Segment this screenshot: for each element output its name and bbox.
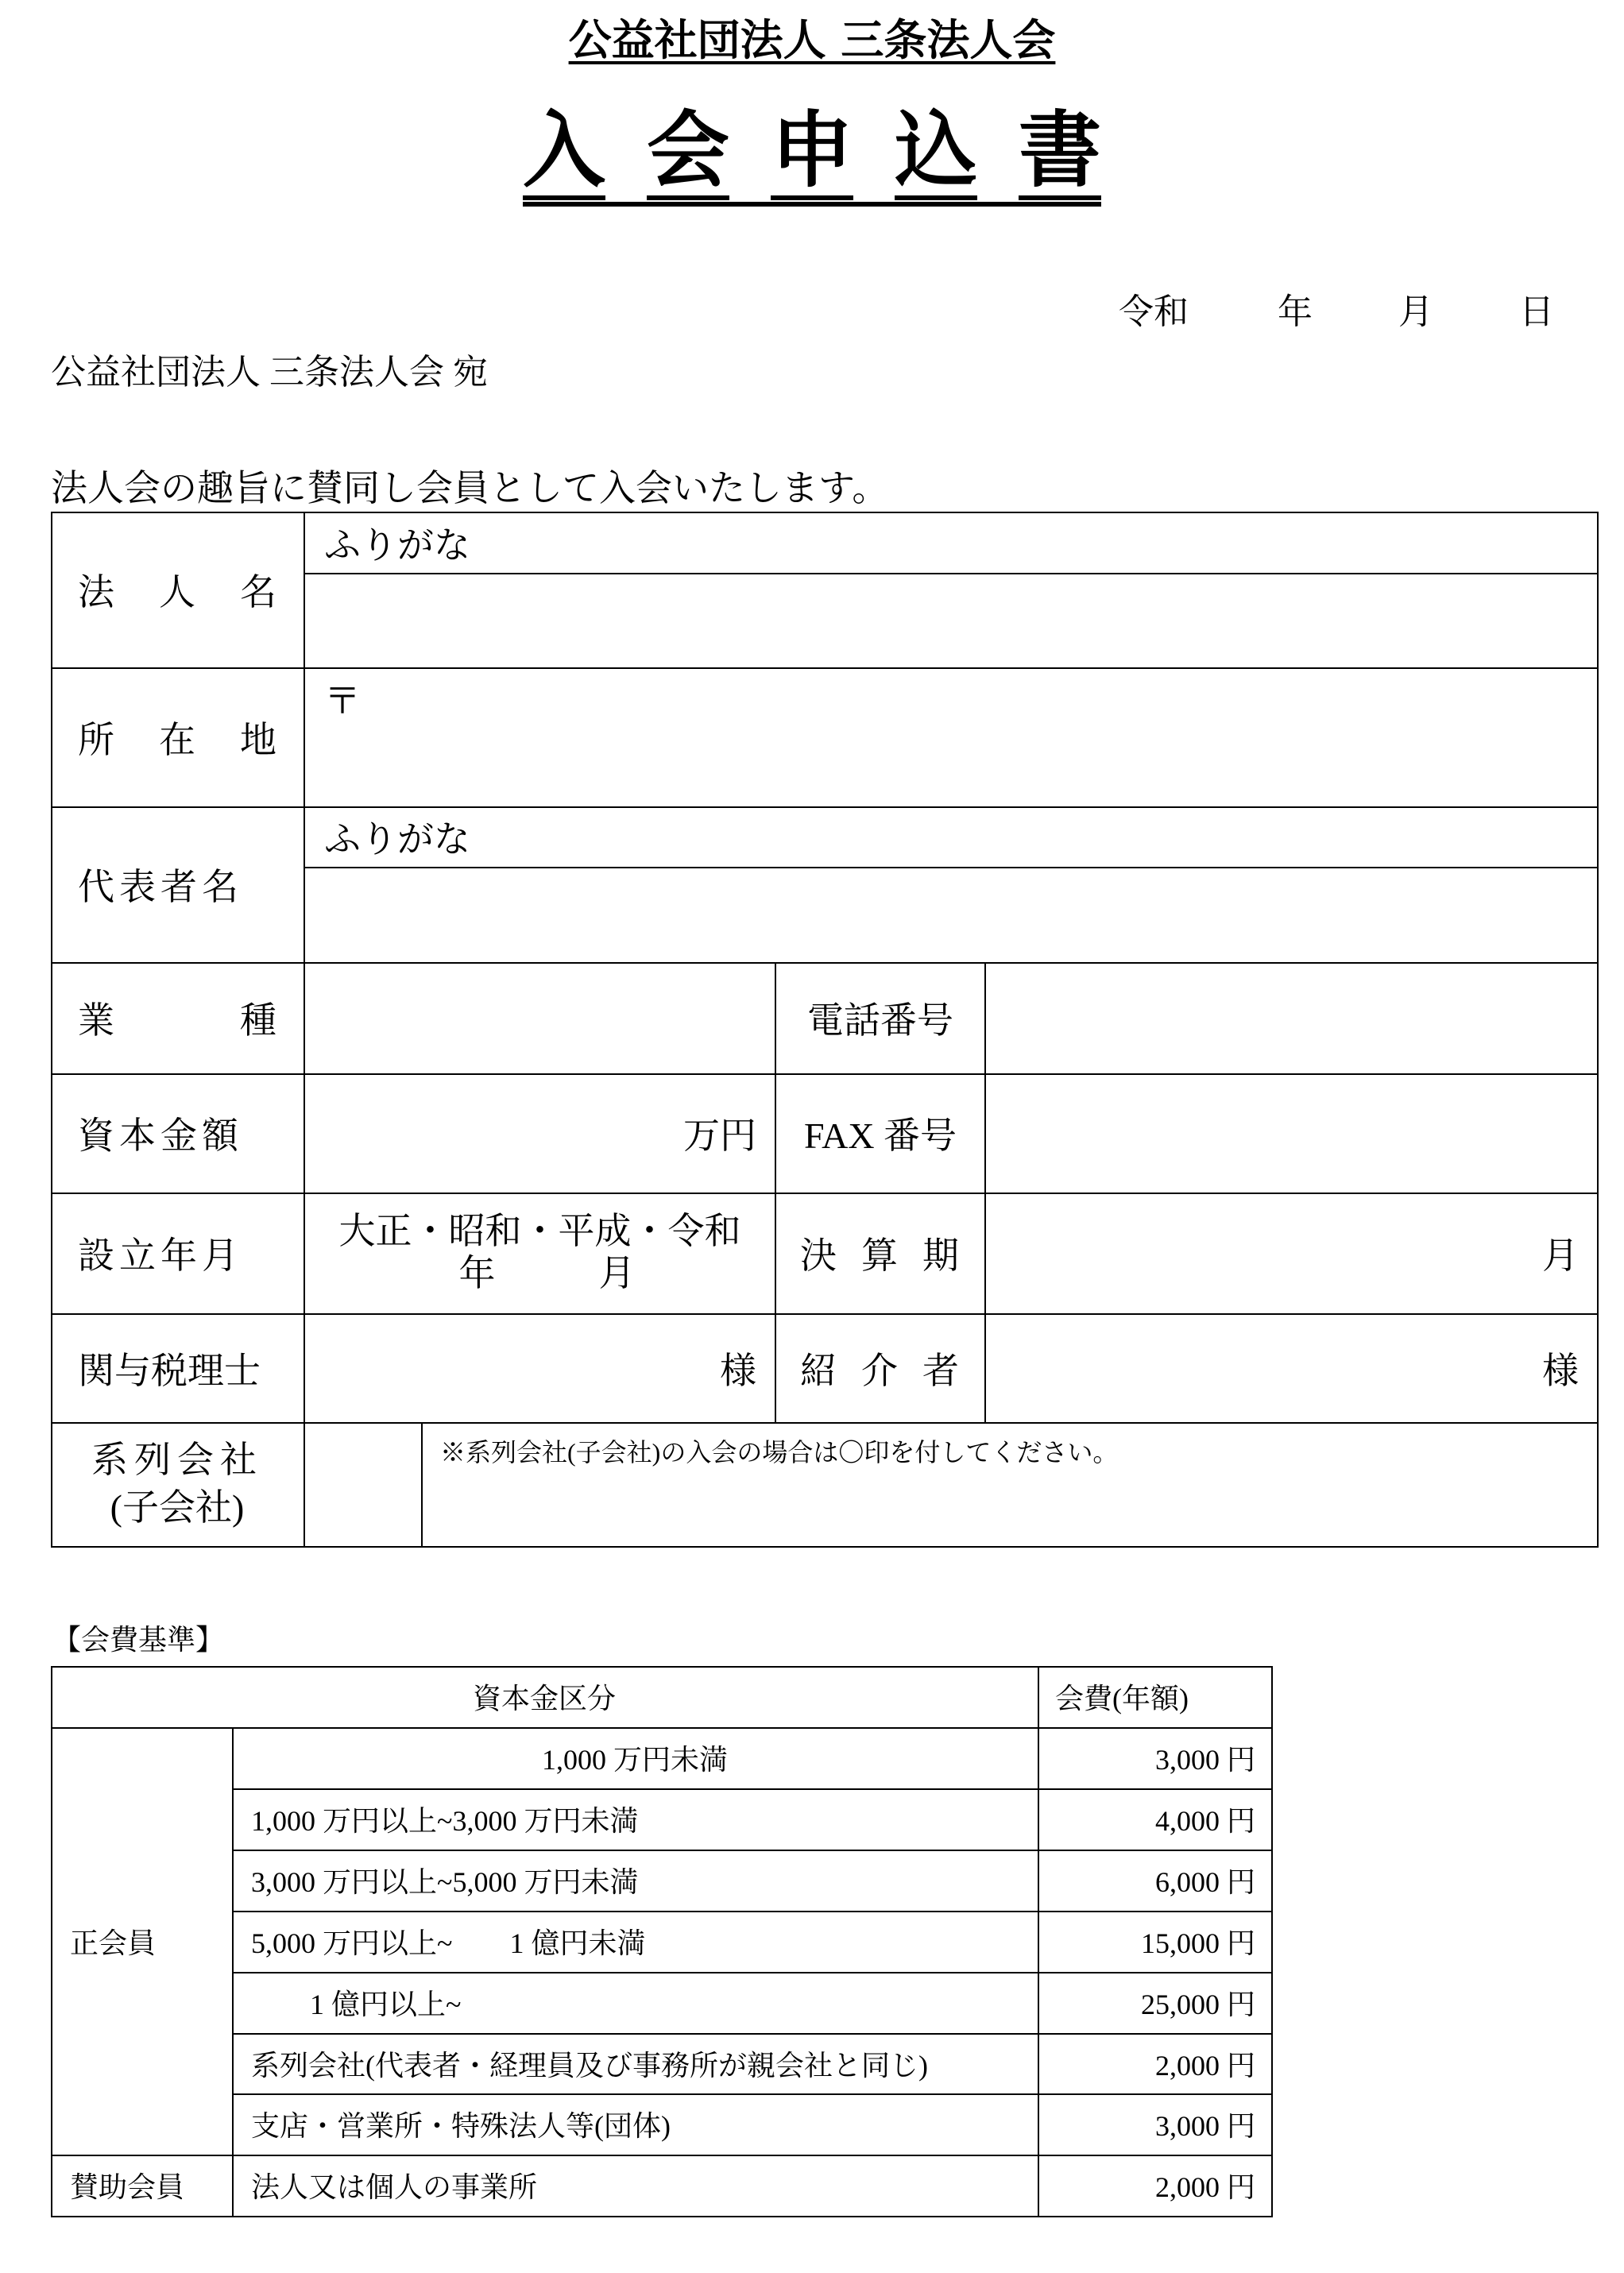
established-month-label: 月 [598, 1253, 636, 1293]
fee-range: 法人又は個人の事業所 [251, 2171, 538, 2203]
fee-standard-heading: 【会費基準】 [52, 1624, 225, 1656]
fee-table [51, 1666, 1273, 2217]
capital-field[interactable] [307, 1075, 756, 1191]
title-char: 申 [771, 107, 853, 200]
fee-range: 5,000 万円以上~ 1 億円未満 [251, 1927, 646, 1959]
fee-range: 1 億円以上~ [310, 1989, 462, 2020]
tax-accountant-field[interactable] [307, 1315, 756, 1421]
phone-label: 電話番号 [807, 1000, 953, 1041]
fee-amount: 15,000 円 [1140, 1927, 1255, 1959]
fee-range: 1,000 万円以上~3,000 万円未満 [251, 1805, 639, 1837]
phone-field[interactable] [988, 964, 1595, 1072]
referrer-label: 紹 介 者 [800, 1350, 959, 1391]
company-name-field[interactable] [307, 574, 1595, 666]
fee-amount: 3,000 円 [1154, 2110, 1255, 2142]
fee-amount: 3,000 円 [1154, 1744, 1255, 1776]
title-char: 込 [895, 107, 977, 200]
supporting-member-label: 賛助会員 [70, 2171, 185, 2203]
representative-label: 代表者名 [78, 867, 243, 907]
fiscal-period-label: 決 算 期 [800, 1235, 959, 1276]
title-char: 会 [647, 107, 729, 200]
addressee: 公益社団法人 三条法人会 宛 [51, 353, 488, 392]
application-table [51, 512, 1599, 1546]
fee-amount: 2,000 円 [1154, 2171, 1255, 2203]
capital-unit: 万円 [683, 1115, 756, 1156]
established-eras: 大正・昭和・平成・令和 [338, 1211, 741, 1252]
title-char: 入 [523, 107, 605, 200]
representative-furigana-label: ふりがな [324, 819, 470, 860]
fax-label: FAX 番号 [803, 1115, 957, 1156]
representative-field[interactable] [307, 868, 1595, 961]
company-name-furigana-label: ふりがな [324, 524, 470, 566]
capital-label: 資本金額 [78, 1115, 243, 1156]
fee-range: 1,000 万円未満 [541, 1744, 728, 1776]
fee-header-fee: 会費(年額) [1055, 1683, 1189, 1714]
established-label: 設立年月 [78, 1235, 243, 1276]
fee-header-category: 資本金区分 [472, 1683, 616, 1714]
industry-field[interactable] [307, 964, 773, 1072]
established-year-label: 年 [458, 1253, 496, 1293]
fee-amount: 25,000 円 [1140, 1989, 1255, 2020]
regular-member-label: 正会員 [70, 1927, 157, 1959]
fiscal-period-field[interactable] [988, 1194, 1579, 1312]
date-year-label: 年 [1278, 292, 1313, 331]
date-month-label: 月 [1398, 292, 1433, 331]
date-day-label: 日 [1519, 292, 1554, 331]
fee-amount: 4,000 円 [1154, 1805, 1255, 1837]
fee-range: 3,000 万円以上~5,000 万円未満 [251, 1866, 639, 1898]
referrer-field[interactable] [988, 1315, 1579, 1421]
address-label: 所 在 地 [78, 719, 276, 760]
fee-amount: 6,000 円 [1154, 1866, 1255, 1898]
referrer-suffix: 様 [1542, 1350, 1579, 1391]
address-field[interactable] [307, 669, 1595, 805]
company-name-label: 法 人 名 [78, 572, 276, 613]
document-title [0, 102, 1624, 207]
affiliate-label: 系列会社 (子会社) [91, 1440, 263, 1528]
established-field[interactable] [307, 1194, 773, 1312]
fiscal-period-unit: 月 [1542, 1235, 1579, 1276]
fee-range: 系列会社(代表者・経理員及び事務所が親会社と同じ) [251, 2049, 928, 2082]
tax-accountant-suffix: 様 [720, 1350, 756, 1391]
statement: 法人会の趣旨に賛同し会員として入会いたします。 [51, 468, 889, 508]
organization-title: 公益社団法人 三条法人会 [568, 15, 1056, 65]
title-char: 書 [1019, 107, 1101, 200]
fax-field[interactable] [988, 1075, 1595, 1191]
industry-label: 業 種 [78, 1000, 276, 1041]
postal-mark: 〒 [324, 681, 361, 721]
affiliate-checkbox-field[interactable] [307, 1424, 420, 1544]
tax-accountant-label: 関与税理士 [78, 1350, 261, 1391]
date-era: 令和 [1119, 292, 1189, 331]
fee-range: 支店・営業所・特殊法人等(団体) [251, 2110, 671, 2142]
fee-amount: 2,000 円 [1154, 2049, 1255, 2082]
affiliate-note: ※系列会社(子会社)の入会の場合は〇印を付してください。 [440, 1438, 1119, 1467]
